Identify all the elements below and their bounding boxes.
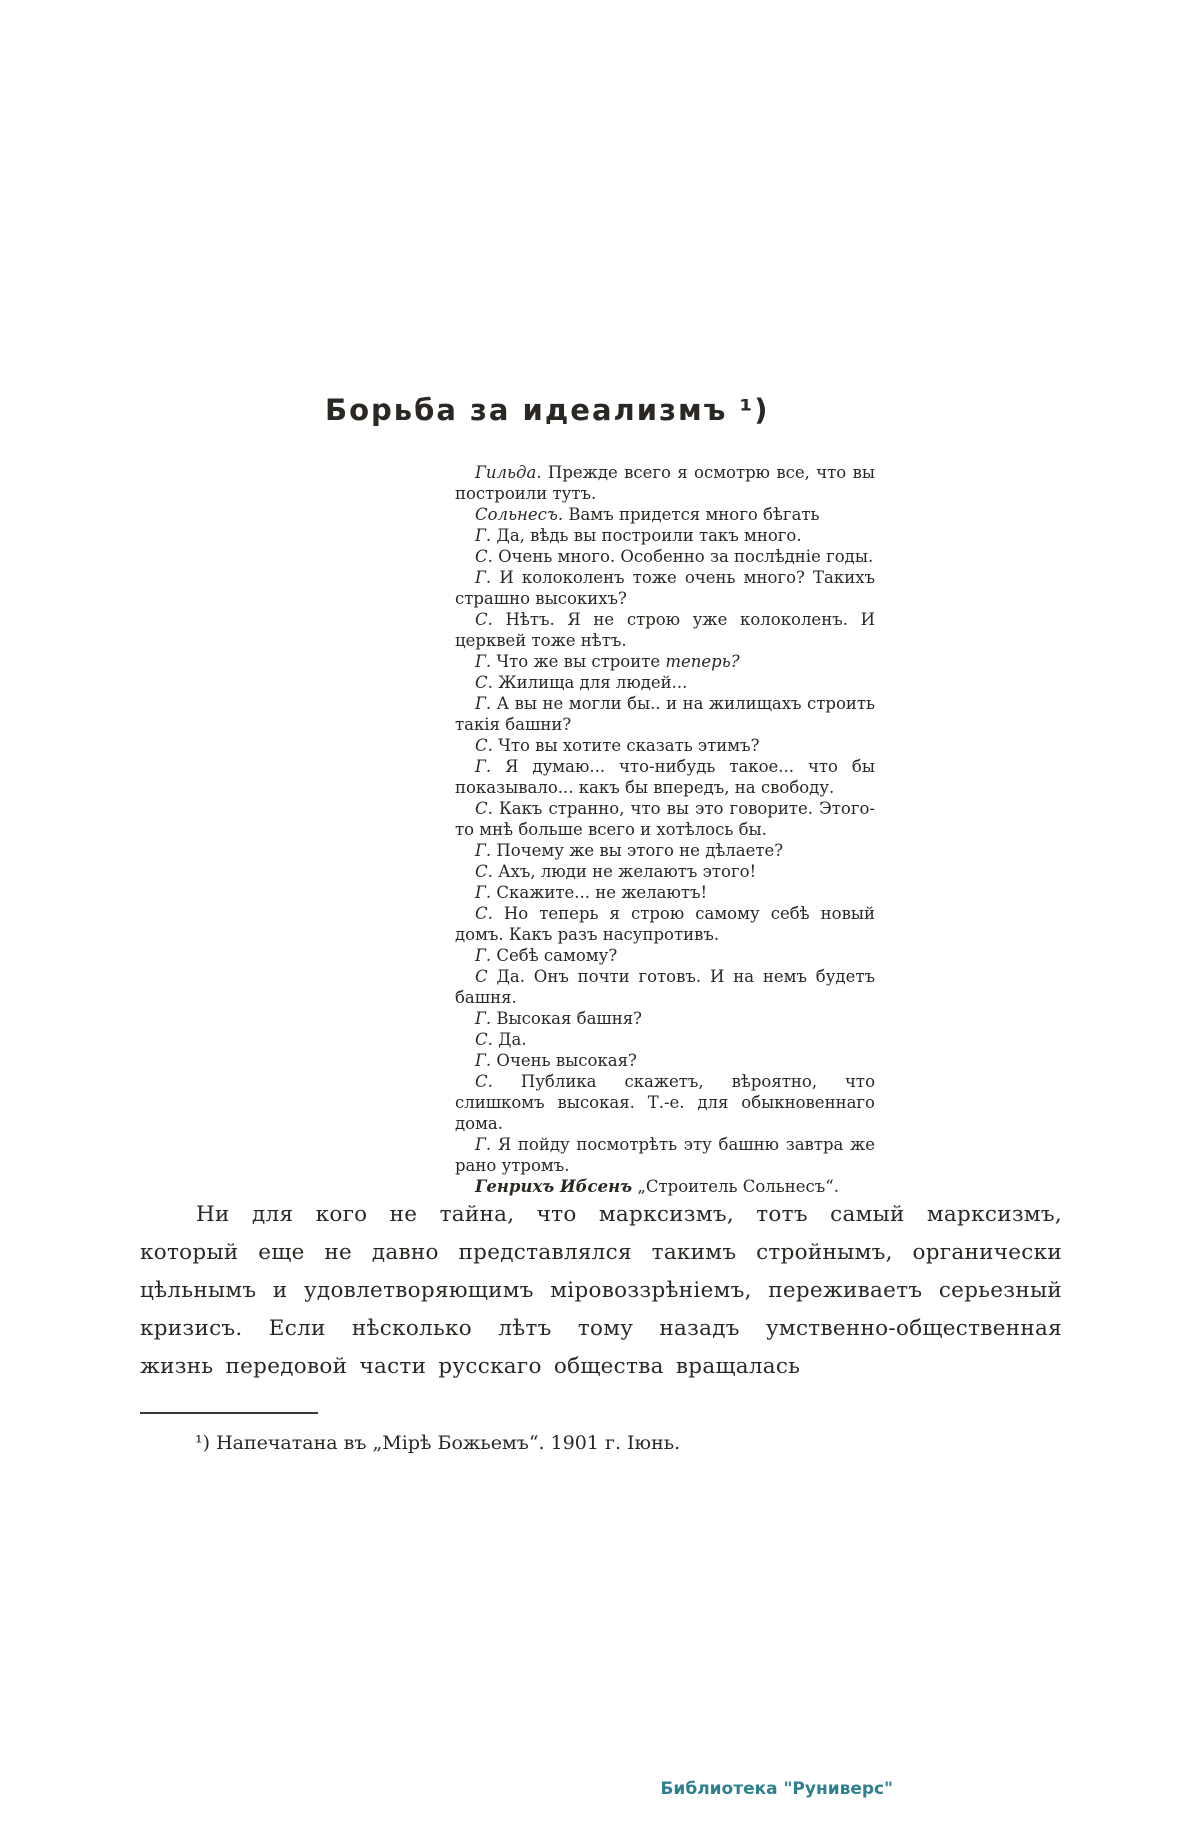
epigraph-line: Г. Я думаю... что-нибудь такое... что бы показывало... какъ бы впередъ, на свободу. [455, 757, 875, 797]
epigraph-line: С. Какъ странно, что вы это говорите. Этого-то мнѣ больше всего и хотѣлось бы. [455, 799, 875, 839]
speaker-name: С. [475, 904, 493, 923]
speaker-name: Г. [475, 1135, 492, 1154]
speaker-name: С. [475, 673, 493, 692]
footnote [140, 1432, 900, 1454]
speaker-name: С. [475, 1072, 493, 1091]
epigraph-line: Сольнесъ. Вамъ придется много бѣгать [475, 505, 820, 524]
epigraph-line: С. Но теперь я строю самому себѣ новый домъ. Какъ разъ насупротивъ. [455, 904, 875, 944]
epigraph-attribution: Генрихъ Ибсенъ „Строитель Сольнесъ“. [475, 1177, 839, 1196]
speaker-name: Г. [475, 1009, 492, 1028]
epigraph-line: Г. И колоколенъ тоже очень много? Такихъ страшно высокихъ? [455, 568, 875, 608]
epigraph-line: С. Очень много. Особенно за послѣдніе годы. [475, 547, 874, 566]
epigraph-line: Г. Очень высокая? [475, 1051, 637, 1070]
speaker-name: С [475, 967, 488, 986]
speaker-name: С. [475, 736, 493, 755]
epigraph-line: Г. Да, вѣдь вы построили такъ много. [475, 526, 802, 545]
epigraph-line: Г. Высокая башня? [475, 1009, 643, 1028]
footnote-text: ¹) Напечатана въ „Мірѣ Божьемъ“. 1901 г. Іюнь. [195, 1432, 681, 1454]
epigraph-line: С. Ахъ, люди не желаютъ этого! [475, 862, 757, 881]
epigraph [455, 462, 875, 1197]
speaker-name: Г. [475, 652, 492, 671]
speaker-name: Г. [475, 757, 492, 776]
epigraph-line: С. Что вы хотите сказать этимъ? [475, 736, 760, 755]
epigraph-line: Г. Почему же вы этого не дѣлаете? [475, 841, 784, 860]
epigraph-line: С. Да. [475, 1030, 527, 1049]
epigraph-line: Г. Что же вы строите теперь? [475, 652, 740, 671]
speaker-name: Г. [475, 841, 492, 860]
footnote-divider [140, 1412, 318, 1414]
speaker-name: Генрихъ Ибсенъ [475, 1177, 633, 1196]
page-title: Борьба за идеализмъ ¹) [325, 393, 770, 428]
epigraph-line: С Да. Онъ почти готовъ. И на немъ будетъ башня. [455, 967, 875, 1007]
epigraph-line: Г. Я пойду посмотрѣть эту башню завтра же рано утромъ. [455, 1135, 875, 1175]
epigraph-line: Гильда. Прежде всего я осмотрю все, что вы построили тутъ. [455, 463, 875, 503]
speaker-name: С. [475, 547, 493, 566]
speaker-name: Г. [475, 946, 492, 965]
body-paragraph: Ни для кого не тайна, что марксизмъ, тотъ самый марксизмъ, который еще не давно представлялся такимъ стройнымъ, органически цѣльнымъ и удовлетворяющимъ міровоззрѣніемъ, переживаетъ серьезный кризисъ. Если нѣсколько лѣтъ тому назадъ умственно-общественная жизнь передовой части русскаго общества вращалась [140, 1202, 1062, 1379]
speaker-name: С. [475, 799, 493, 818]
body-text [140, 1196, 1062, 1386]
speaker-name: С. [475, 610, 493, 629]
speaker-name: Г. [475, 1051, 492, 1070]
speaker-name: С. [475, 862, 493, 881]
speaker-name: С. [475, 1030, 493, 1049]
epigraph-line: С. Нѣтъ. Я не строю уже колоколенъ. И церквей тоже нѣтъ. [455, 610, 875, 650]
epigraph-line: Г. Скажите... не желаютъ! [475, 883, 708, 902]
speaker-name: Гильда. [475, 463, 542, 482]
speaker-name: Г. [475, 883, 492, 902]
speaker-name: Г. [475, 694, 492, 713]
epigraph-line: С. Жилища для людей... [475, 673, 688, 692]
epigraph-line: Г. Себѣ самому? [475, 946, 618, 965]
speaker-name: Г. [475, 568, 492, 587]
speaker-name: Г. [475, 526, 492, 545]
epigraph-line: Г. А вы не могли бы.. и на жилищахъ строить такія башни? [455, 694, 875, 734]
epigraph-line: С. Публика скажетъ, вѣроятно, что слишкомъ высокая. Т.-е. для обыкновеннаго дома. [455, 1072, 875, 1133]
speaker-name: Сольнесъ. [475, 505, 564, 524]
watermark: Библиотека "Руниверс" [660, 1779, 893, 1799]
